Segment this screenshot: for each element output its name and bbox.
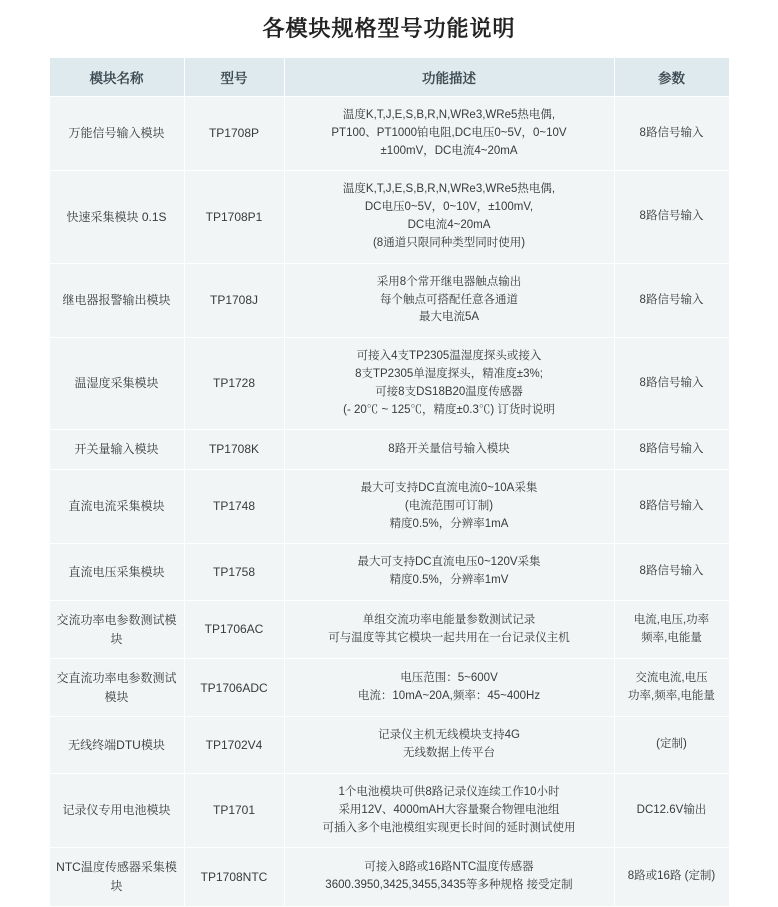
- cell-line: 8路开关量信号输入模块: [388, 442, 510, 455]
- cell-function-desc: [284, 601, 614, 659]
- cell-function-desc: [284, 171, 614, 263]
- cell-line: 可接8支DS18B20温度传感器: [375, 385, 523, 398]
- cell-model: TP1758: [184, 544, 284, 601]
- cell-line: 最大可支持DC直流电流0~10A采集: [360, 481, 538, 494]
- cell-parameter: [614, 848, 729, 906]
- column-header-parameter: 参数: [614, 58, 729, 97]
- table-row: [49, 430, 729, 470]
- table-row: [49, 544, 729, 601]
- cell-line: 8路信号输入: [639, 376, 704, 389]
- table-row: [49, 601, 729, 659]
- cell-parameter: [614, 717, 729, 774]
- cell-model: TP1702V4: [184, 717, 284, 774]
- cell-model: TP1748: [184, 469, 284, 543]
- table-row: [49, 717, 729, 774]
- cell-model: TP1708P1: [184, 171, 284, 263]
- table-header: [49, 58, 729, 97]
- cell-function-desc: [284, 263, 614, 337]
- cell-module-name: 开关量输入模块: [49, 430, 184, 470]
- cell-module-name: 万能信号输入模块: [49, 97, 184, 171]
- cell-line: 8路信号输入: [639, 293, 704, 306]
- cell-model: TP1706AC: [184, 601, 284, 659]
- cell-parameter: [614, 97, 729, 171]
- cell-line: 8路信号输入: [639, 126, 704, 139]
- cell-parameter: [614, 659, 729, 717]
- cell-module-name: NTC温度传感器采集模块: [49, 848, 184, 906]
- cell-line: 单组交流功率电能量参数测试记录: [362, 613, 536, 626]
- cell-parameter: [614, 430, 729, 470]
- cell-model: TP1708K: [184, 430, 284, 470]
- cell-line: ±100mV，DC电流4~20mA: [380, 144, 518, 157]
- table-body: [49, 97, 729, 907]
- cell-function-desc: [284, 338, 614, 430]
- cell-line: 8路信号输入: [639, 210, 704, 223]
- cell-parameter: [614, 469, 729, 543]
- cell-function-desc: [284, 469, 614, 543]
- cell-module-name: 无线终端DTU模块: [49, 717, 184, 774]
- cell-line: 可接入4支TP2305温湿度探头或接入: [356, 350, 542, 363]
- cell-line: 8支TP2305单湿度探头，精准度±3%;: [355, 367, 543, 380]
- cell-line: 精度0.5%，分辨率1mA: [389, 517, 509, 530]
- cell-line: 功率,频率,电能量: [628, 689, 715, 702]
- cell-line: DC电压0~5V，0~10V，±100mV,: [364, 201, 534, 214]
- cell-line: (电流范围可订制): [404, 499, 494, 512]
- cell-module-name: 直流电压采集模块: [49, 544, 184, 601]
- header-row: [49, 58, 729, 97]
- cell-module-name: 交流功率电参数测试模块: [49, 601, 184, 659]
- cell-function-desc: [284, 97, 614, 171]
- cell-module-name: 继电器报警输出模块: [49, 263, 184, 337]
- cell-module-name: 记录仪专用电池模块: [49, 774, 184, 848]
- cell-line: 1个电池模块可供8路记录仪连续工作10小时: [338, 786, 560, 799]
- table-row: [49, 848, 729, 906]
- column-header-module-name: 模块名称: [49, 58, 184, 97]
- cell-line: 交流电流,电压: [635, 672, 708, 684]
- cell-model: TP1728: [184, 338, 284, 430]
- cell-line: 频率,电能量: [641, 631, 702, 644]
- cell-line: 温度K,T,J,E,S,B,R,N,WRe3,WRe5热电偶,: [342, 183, 556, 196]
- cell-function-desc: [284, 774, 614, 848]
- cell-line: (定制): [656, 738, 687, 751]
- cell-line: (- 20℃ ~ 125℃，精度±0.3℃) 订货时说明: [343, 403, 555, 416]
- table-row: [49, 338, 729, 430]
- cell-parameter: [614, 601, 729, 659]
- cell-line: 8路信号输入: [639, 442, 704, 455]
- cell-module-name: 交直流功率电参数测试模块: [49, 659, 184, 717]
- table-row: [49, 171, 729, 263]
- cell-function-desc: [284, 848, 614, 906]
- cell-function-desc: [284, 659, 614, 717]
- cell-line: 最大电流5A: [418, 311, 480, 324]
- cell-line: 8路或16路 (定制): [627, 870, 716, 883]
- cell-parameter: [614, 544, 729, 601]
- cell-line: 8路信号输入: [639, 499, 704, 512]
- column-header-model: 型号: [184, 58, 284, 97]
- cell-line: PT100、PT1000铂电阻,DC电压0~5V，0~10V: [331, 126, 567, 139]
- cell-function-desc: [284, 430, 614, 470]
- table-row: [49, 97, 729, 171]
- cell-line: 8路信号输入: [639, 565, 704, 578]
- cell-line: (8通道只限同种类型同时使用): [372, 236, 526, 249]
- cell-parameter: [614, 263, 729, 337]
- cell-line: 可与温度等其它模块一起共用在一台记录仪主机: [328, 631, 570, 644]
- cell-model: TP1708P: [184, 97, 284, 171]
- cell-module-name: 直流电流采集模块: [49, 469, 184, 543]
- cell-model: TP1706ADC: [184, 659, 284, 717]
- cell-parameter: [614, 774, 729, 848]
- cell-line: 3600.3950,3425,3455,3435等多种规格 接受定制: [325, 879, 573, 892]
- module-spec-table: [49, 57, 730, 907]
- cell-module-name: 快速采集模块 0.1S: [49, 171, 184, 263]
- column-header-function-desc: 功能描述: [284, 58, 614, 97]
- cell-line: DC电流4~20mA: [407, 219, 491, 232]
- cell-line: 最大可支持DC直流电压0~120V采集: [357, 556, 541, 569]
- cell-line: 精度0.5%，分辨率1mV: [389, 574, 509, 587]
- cell-line: 温度K,T,J,E,S,B,R,N,WRe3,WRe5热电偶,: [342, 109, 556, 121]
- cell-line: 采用8个常开继电器触点输出: [376, 275, 522, 288]
- cell-line: 无线数据上传平台: [403, 747, 495, 760]
- cell-model: TP1708NTC: [184, 848, 284, 906]
- cell-line: 电流：10mA~20A,频率：45~400Hz: [357, 689, 541, 702]
- cell-line: 可插入多个电池模组实现更长时间的延时测试使用: [322, 821, 576, 834]
- page-title: 各模块规格型号功能说明: [262, 16, 516, 41]
- cell-line: 每个触点可搭配任意各通道: [380, 293, 518, 306]
- cell-parameter: [614, 338, 729, 430]
- table-row: [49, 469, 729, 543]
- cell-line: DC12.6V输出: [636, 803, 707, 816]
- cell-model: TP1708J: [184, 263, 284, 337]
- cell-module-name: 温湿度采集模块: [49, 338, 184, 430]
- cell-model: TP1701: [184, 774, 284, 848]
- cell-line: 可接入8路或16路NTC温度传感器: [364, 861, 534, 874]
- cell-line: 记录仪主机无线模块支持4G: [378, 729, 520, 742]
- cell-parameter: [614, 171, 729, 263]
- table-row: [49, 263, 729, 337]
- table-row: [49, 774, 729, 848]
- cell-line: 电流,电压,功率: [633, 613, 710, 626]
- table-row: [49, 659, 729, 717]
- cell-line: 采用12V、4000mAH大容量聚合物锂电池组: [338, 803, 560, 816]
- cell-line: 电压范围：5~600V: [400, 672, 498, 684]
- cell-function-desc: [284, 544, 614, 601]
- cell-function-desc: [284, 717, 614, 774]
